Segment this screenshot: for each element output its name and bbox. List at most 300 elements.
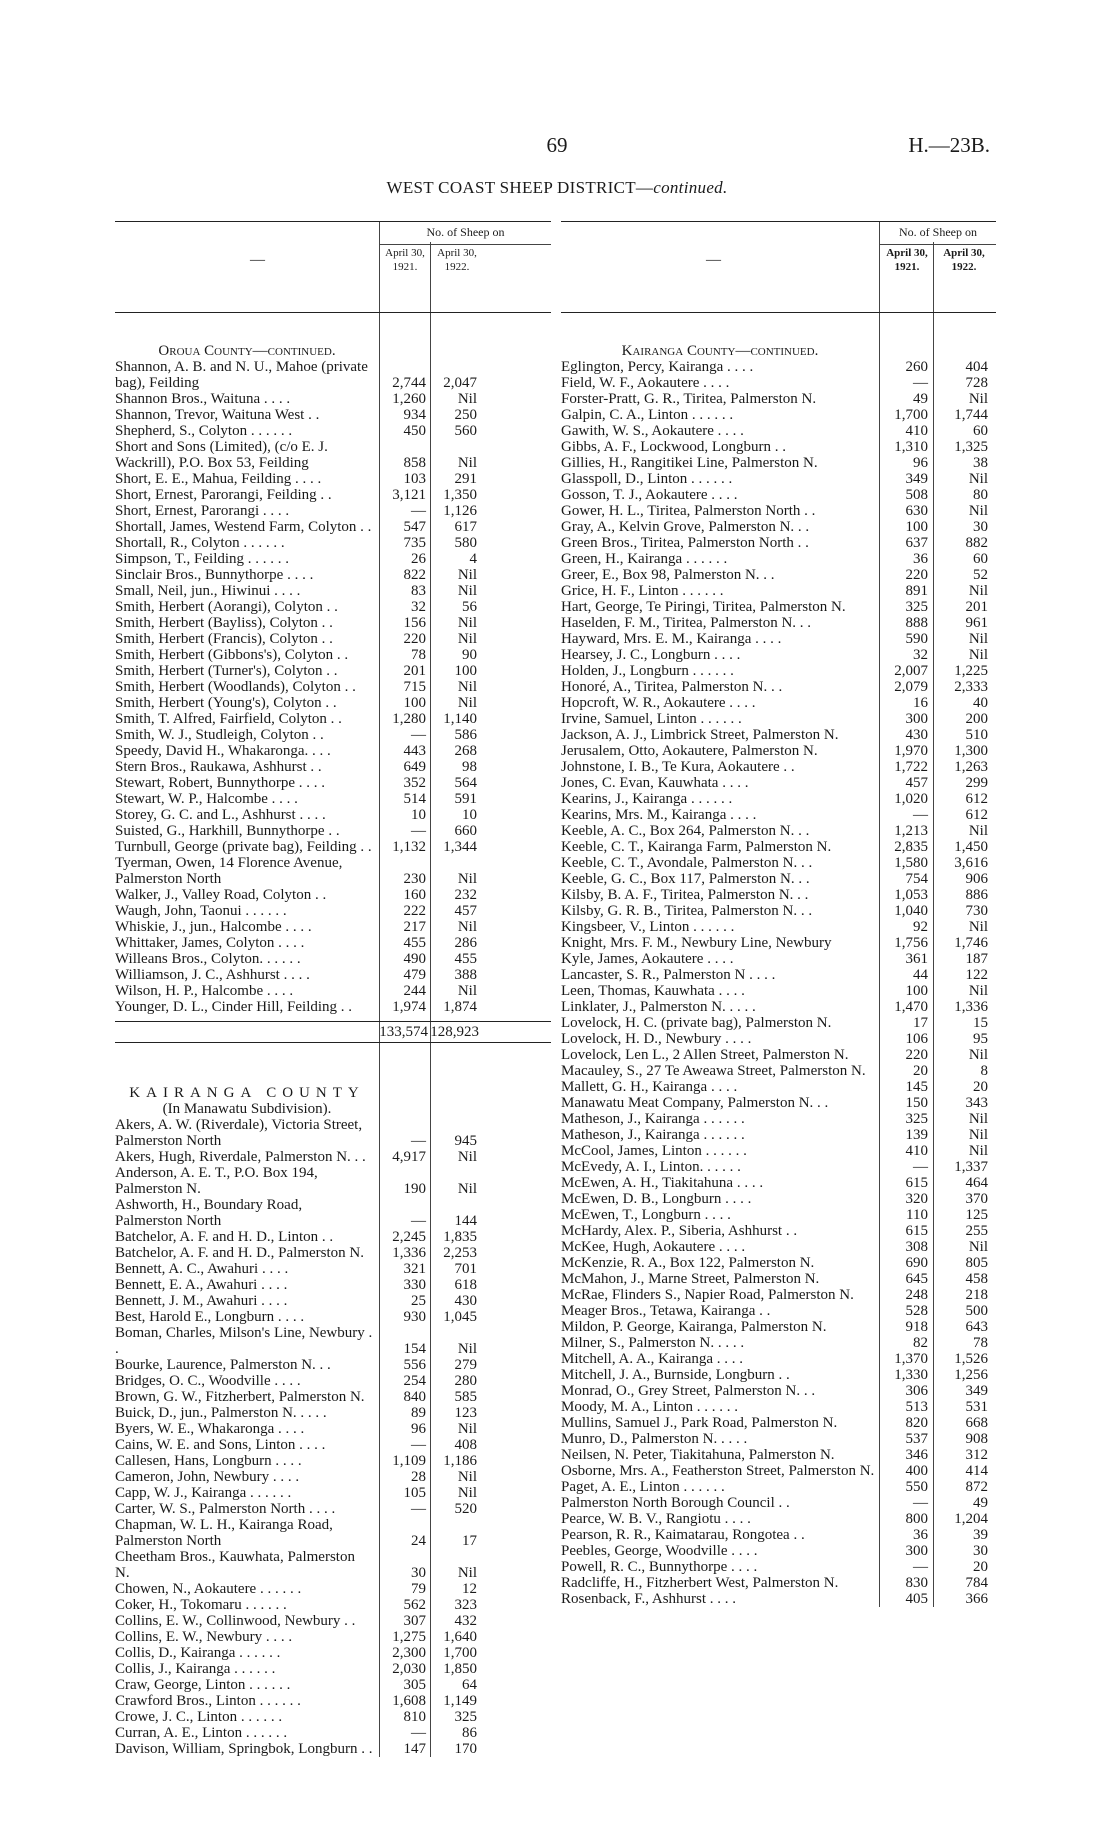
- row-value-1921: 36: [913, 1527, 928, 1543]
- row-value-1922: 1,640: [443, 1629, 477, 1645]
- row-value-1921: 222: [403, 903, 426, 919]
- row-value-1921: 300: [905, 711, 928, 727]
- row-value-1921: —: [913, 1495, 928, 1511]
- table-row: [561, 631, 996, 647]
- table-row: [115, 1661, 551, 1677]
- table-row: [561, 1575, 996, 1591]
- row-value-1921: —: [913, 1559, 928, 1575]
- row-value-1922: 660: [454, 823, 477, 839]
- row-value-1922: 945: [454, 1133, 477, 1149]
- row-value-1921: 450: [403, 423, 426, 439]
- table-row: [115, 1517, 551, 1549]
- left-table-body: [115, 313, 551, 1757]
- table-row: [561, 583, 996, 599]
- row-value-1921: 2,030: [392, 1661, 426, 1677]
- row-name: Milner, S., Palmerston N. . . . .: [561, 1335, 745, 1351]
- row-value-1921: 550: [905, 1479, 928, 1495]
- table-row: [115, 967, 551, 983]
- table-row: [561, 1095, 996, 1111]
- row-name: Moody, M. A., Linton . . . . . .: [561, 1399, 738, 1415]
- row-value-1921: 1,608: [392, 1693, 426, 1709]
- table-row: [115, 759, 551, 775]
- row-value-1921: 410: [905, 1143, 928, 1159]
- kairanga-section-subtitle: (In Manawatu Subdivision).: [162, 1101, 332, 1117]
- row-name: Paget, A. E., Linton . . . . . .: [561, 1479, 725, 1495]
- table-row: [115, 727, 551, 743]
- row-name: Macauley, S., 27 Te Aweawa Street, Palmerston N.: [561, 1063, 866, 1079]
- table-row: [115, 551, 551, 567]
- row-value-1922: 1,204: [954, 1511, 988, 1527]
- table-row: [561, 1079, 996, 1095]
- row-value-1922: 3,616: [954, 855, 988, 871]
- table-row: [561, 791, 996, 807]
- row-name: Mitchell, J. A., Burnside, Longburn . .: [561, 1367, 790, 1383]
- header-group: [880, 225, 996, 240]
- table-row: [561, 919, 996, 935]
- row-value-1921: 1,020: [894, 791, 928, 807]
- row-value-1921: 820: [905, 1415, 928, 1431]
- header-dash: —: [250, 252, 265, 268]
- row-name: Short, Ernest, Parorangi, Feilding . .: [115, 487, 332, 503]
- table-row: [115, 951, 551, 967]
- row-name: Shannon, A. B. and N. U., Mahoe (private bag), Feilding: [115, 359, 368, 391]
- row-name: McCool, James, Linton . . . . . .: [561, 1143, 747, 1159]
- table-row: [561, 1031, 996, 1047]
- row-value-1921: 308: [905, 1239, 928, 1255]
- row-value-1921: 490: [403, 951, 426, 967]
- table-row: [561, 1047, 996, 1063]
- row-name: Neilsen, N. Peter, Tiakitahuna, Palmerston N.: [561, 1447, 835, 1463]
- table-row: [115, 391, 551, 407]
- row-value-1922: 1,874: [443, 999, 477, 1015]
- row-name: Shannon Bros., Waituna . . . .: [115, 391, 291, 407]
- row-name: Powell, R. C., Bunnythorpe . . . .: [561, 1559, 758, 1575]
- row-name: Curran, A. E., Linton . . . . . .: [115, 1725, 288, 1741]
- row-value-1922: 2,333: [954, 679, 988, 695]
- table-row: [115, 1245, 551, 1261]
- row-name: Green, H., Kairanga . . . . . .: [561, 551, 728, 567]
- row-value-1921: 220: [905, 567, 928, 583]
- table-row: [561, 871, 996, 887]
- row-value-1922: 618: [454, 1277, 477, 1293]
- row-name: Mildon, P. George, Kairanga, Palmerston N.: [561, 1319, 827, 1335]
- row-value-1922: 15: [973, 1015, 988, 1031]
- kairanga-rows: [115, 1117, 551, 1757]
- row-name: Hart, George, Te Piringi, Tiritea, Palmerston N.: [561, 599, 846, 615]
- row-value-1921: 1,260: [392, 391, 426, 407]
- row-value-1921: 1,700: [894, 407, 928, 423]
- table-row: [115, 359, 551, 391]
- row-name: Sinclair Bros., Bunnythorpe . . . .: [115, 567, 314, 583]
- table-row: [115, 503, 551, 519]
- row-value-1921: 3,121: [392, 487, 426, 503]
- table-row: [115, 1357, 551, 1373]
- oroua-rows: [115, 359, 551, 1015]
- table-row: [115, 423, 551, 439]
- table-row: [115, 599, 551, 615]
- table-row: [561, 1143, 996, 1159]
- row-value-1922: 1,344: [443, 839, 477, 855]
- header-col1-label: April 30,: [385, 247, 425, 259]
- row-name: Gillies, H., Rangitikei Line, Palmerston N.: [561, 455, 818, 471]
- row-name: Stern Bros., Raukawa, Ashhurst . .: [115, 759, 322, 775]
- row-name: Greer, E., Box 98, Palmerston N. . .: [561, 567, 775, 583]
- row-value-1922: Nil: [457, 1149, 477, 1165]
- table-row: [115, 1709, 551, 1725]
- row-value-1922: 1,186: [443, 1453, 477, 1469]
- row-value-1922: Nil: [968, 631, 988, 647]
- table-row: [115, 855, 551, 887]
- row-value-1922: 464: [965, 1175, 988, 1191]
- row-value-1921: 1,132: [392, 839, 426, 855]
- header-col2-year: 1922.: [444, 261, 470, 273]
- row-value-1921: 139: [905, 1127, 928, 1143]
- table-row: [115, 1325, 551, 1357]
- row-value-1921: —: [411, 1133, 426, 1149]
- row-value-1921: 89: [411, 1405, 426, 1421]
- row-value-1922: Nil: [457, 919, 477, 935]
- left-column: [115, 221, 551, 1757]
- row-name: Galpin, C. A., Linton . . . . . .: [561, 407, 734, 423]
- row-value-1921: 305: [403, 1677, 426, 1693]
- header-col1: [882, 246, 932, 274]
- row-name: Keeble, C. T., Avondale, Palmerston N. . .: [561, 855, 813, 871]
- row-value-1922: 1,746: [954, 935, 988, 951]
- table-row: [561, 1255, 996, 1271]
- row-value-1922: 279: [454, 1357, 477, 1373]
- row-name: Pearce, W. B. V., Rangiotu . . . .: [561, 1511, 751, 1527]
- row-value-1921: 160: [403, 887, 426, 903]
- row-value-1921: 513: [905, 1399, 928, 1415]
- row-name: Stewart, Robert, Bunnythorpe . . . .: [115, 775, 325, 791]
- row-name: Field, W. F., Aokautere . . . .: [561, 375, 730, 391]
- table-row: [561, 1527, 996, 1543]
- row-name: Walker, J., Valley Road, Colyton . .: [115, 887, 327, 903]
- row-value-1921: 220: [403, 631, 426, 647]
- row-value-1922: 728: [965, 375, 988, 391]
- row-value-1922: Nil: [457, 1181, 477, 1197]
- row-name: McRae, Flinders S., Napier Road, Palmerston N.: [561, 1287, 854, 1303]
- table-row: [561, 1463, 996, 1479]
- row-name: Collis, J., Kairanga . . . . . .: [115, 1661, 276, 1677]
- row-value-1921: 244: [403, 983, 426, 999]
- row-value-1922: 286: [454, 935, 477, 951]
- row-name: Palmerston North Borough Council . .: [561, 1495, 790, 1511]
- row-value-1922: 349: [965, 1383, 988, 1399]
- row-name: Callesen, Hans, Longburn . . . .: [115, 1453, 302, 1469]
- table-row: [561, 391, 996, 407]
- row-value-1922: 784: [965, 1575, 988, 1591]
- row-name: Stewart, W. P., Halcombe . . . .: [115, 791, 298, 807]
- row-name: Gray, A., Kelvin Grove, Palmerston N. . .: [561, 519, 810, 535]
- row-value-1922: 1,350: [443, 487, 477, 503]
- row-value-1922: 170: [454, 1741, 477, 1757]
- row-value-1921: 840: [403, 1389, 426, 1405]
- table-row: [561, 1191, 996, 1207]
- row-value-1921: 100: [905, 519, 928, 535]
- row-name: Chapman, W. L. H., Kairanga Road, Palmerston North: [115, 1517, 333, 1549]
- row-name: Matheson, J., Kairanga . . . . . .: [561, 1111, 745, 1127]
- row-value-1921: 20: [913, 1063, 928, 1079]
- row-value-1921: 36: [913, 551, 928, 567]
- row-value-1921: 690: [905, 1255, 928, 1271]
- right-section-title: Kairanga County—continued.: [621, 343, 819, 359]
- row-value-1922: 500: [965, 1303, 988, 1319]
- row-value-1922: 432: [454, 1613, 477, 1629]
- row-name: Cameron, John, Newbury . . . .: [115, 1469, 300, 1485]
- row-name: Whittaker, James, Colyton . . . .: [115, 935, 305, 951]
- table-row: [115, 1693, 551, 1709]
- row-value-1922: 1,336: [954, 999, 988, 1015]
- row-name: Bennett, A. C., Awahuri . . . .: [115, 1261, 289, 1277]
- row-value-1921: 430: [905, 727, 928, 743]
- table-row: [561, 1303, 996, 1319]
- row-value-1922: 39: [973, 1527, 988, 1543]
- row-value-1921: 24: [411, 1533, 426, 1549]
- table-row: [561, 1495, 996, 1511]
- row-value-1922: Nil: [968, 391, 988, 407]
- row-value-1922: Nil: [968, 583, 988, 599]
- table-row: [561, 1415, 996, 1431]
- table-row: [561, 1543, 996, 1559]
- row-name: Boman, Charles, Milson's Line, Newbury . .: [115, 1325, 373, 1357]
- row-value-1921: 918: [905, 1319, 928, 1335]
- row-name: McHardy, Alex. P., Siberia, Ashhurst . .: [561, 1223, 798, 1239]
- row-value-1922: 961: [965, 615, 988, 631]
- row-name: Radcliffe, H., Fitzherbert West, Palmerston N.: [561, 1575, 839, 1591]
- total-row: [115, 1021, 551, 1043]
- row-value-1921: 92: [913, 919, 928, 935]
- row-value-1921: 150: [905, 1095, 928, 1111]
- table-row: [561, 1287, 996, 1303]
- row-value-1922: 90: [462, 647, 477, 663]
- row-value-1922: 218: [965, 1287, 988, 1303]
- table-row: [115, 1261, 551, 1277]
- table-row: [115, 471, 551, 487]
- row-value-1922: 408: [454, 1437, 477, 1453]
- table-row: [561, 1383, 996, 1399]
- row-value-1921: 100: [403, 695, 426, 711]
- row-value-1921: 1,213: [894, 823, 928, 839]
- row-value-1921: 32: [913, 647, 928, 663]
- row-value-1921: 201: [403, 663, 426, 679]
- row-value-1922: 457: [454, 903, 477, 919]
- row-name: Manawatu Meat Company, Palmerston N. . .: [561, 1095, 829, 1111]
- row-value-1921: 528: [905, 1303, 928, 1319]
- row-name: Forster-Pratt, G. R., Tiritea, Palmerston N.: [561, 391, 817, 407]
- table-row: [561, 599, 996, 615]
- row-name: Smith, Herbert (Woodlands), Colyton . .: [115, 679, 356, 695]
- row-name: Collis, D., Kairanga . . . . . .: [115, 1645, 281, 1661]
- row-value-1921: 110: [906, 1207, 928, 1223]
- row-name: Whiskie, J., jun., Halcombe . . . .: [115, 919, 312, 935]
- row-value-1922: 299: [965, 775, 988, 791]
- table-row: [561, 1239, 996, 1255]
- row-value-1921: 443: [403, 743, 426, 759]
- header-group-label: No. of Sheep on: [426, 225, 505, 239]
- row-value-1922: 30: [973, 519, 988, 535]
- table-row: [115, 1421, 551, 1437]
- row-value-1922: 730: [965, 903, 988, 919]
- row-name: Bennett, E. A., Awahuri . . . .: [115, 1277, 288, 1293]
- table-row: [115, 1309, 551, 1325]
- row-name: Jerusalem, Otto, Aokautere, Palmerston N.: [561, 743, 818, 759]
- row-name: Knight, Mrs. F. M., Newbury Line, Newbury: [561, 935, 832, 951]
- row-value-1921: 1,280: [392, 711, 426, 727]
- row-name: Anderson, A. E. T., P.O. Box 194, Palmerston N.: [115, 1165, 318, 1197]
- row-value-1921: 2,835: [894, 839, 928, 855]
- row-value-1921: 2,300: [392, 1645, 426, 1661]
- row-value-1921: 10: [411, 807, 426, 823]
- row-value-1921: 637: [905, 535, 928, 551]
- row-value-1921: 556: [403, 1357, 426, 1373]
- table-row: [115, 1725, 551, 1741]
- table-row: [115, 1293, 551, 1309]
- row-value-1921: 1,330: [894, 1367, 928, 1383]
- row-value-1922: 8: [980, 1063, 988, 1079]
- row-value-1921: —: [411, 727, 426, 743]
- row-value-1921: 715: [403, 679, 426, 695]
- table-row: [561, 1351, 996, 1367]
- row-name: Honoré, A., Tiritea, Palmerston N. . .: [561, 679, 783, 695]
- table-row: [115, 519, 551, 535]
- row-value-1922: Nil: [968, 1143, 988, 1159]
- table-row: [561, 519, 996, 535]
- table-row: [561, 1335, 996, 1351]
- row-name: Storey, G. C. and L., Ashhurst . . . .: [115, 807, 326, 823]
- row-value-1922: 370: [965, 1191, 988, 1207]
- table-row: [561, 983, 996, 999]
- row-value-1921: 547: [403, 519, 426, 535]
- row-value-1922: Nil: [968, 503, 988, 519]
- row-value-1922: 60: [973, 423, 988, 439]
- table-row: [115, 791, 551, 807]
- table-row: [561, 375, 996, 391]
- row-name: Batchelor, A. F. and H. D., Palmerston N.: [115, 1245, 365, 1261]
- row-value-1921: 1,970: [894, 743, 928, 759]
- table-row: [561, 407, 996, 423]
- table-row: [561, 1063, 996, 1079]
- row-value-1921: —: [411, 1725, 426, 1741]
- row-value-1922: 560: [454, 423, 477, 439]
- row-value-1922: Nil: [968, 919, 988, 935]
- row-name: Kyle, James, Aokautere . . . .: [561, 951, 734, 967]
- table-row: [115, 1117, 551, 1149]
- row-name: Hopcroft, W. R., Aokautere . . . .: [561, 695, 756, 711]
- table-row: [115, 823, 551, 839]
- row-name: Willeans Bros., Colyton. . . . . .: [115, 951, 301, 967]
- table-row: [561, 1159, 996, 1175]
- total-1922: 128,923: [430, 1024, 479, 1040]
- row-value-1922: 20: [973, 1559, 988, 1575]
- row-value-1921: 300: [905, 1543, 928, 1559]
- row-value-1922: 591: [454, 791, 477, 807]
- table-row: [561, 743, 996, 759]
- table-row: [561, 855, 996, 871]
- table-row: [115, 407, 551, 423]
- row-name: Crawford Bros., Linton . . . . . .: [115, 1693, 301, 1709]
- row-name: Peebles, George, Woodville . . . .: [561, 1543, 758, 1559]
- row-value-1922: 1,744: [954, 407, 988, 423]
- table-row: [561, 1175, 996, 1191]
- row-value-1922: 580: [454, 535, 477, 551]
- row-name: Coker, H., Tokomaru . . . . . .: [115, 1597, 287, 1613]
- row-value-1922: 95: [973, 1031, 988, 1047]
- row-value-1921: 320: [905, 1191, 928, 1207]
- header-group: [380, 225, 551, 240]
- table-row: [561, 839, 996, 855]
- row-name: Smith, T. Alfred, Fairfield, Colyton . .: [115, 711, 342, 727]
- row-name: Kearins, J., Kairanga . . . . . .: [561, 791, 733, 807]
- row-value-1922: 510: [965, 727, 988, 743]
- row-name: Waugh, John, Taonui . . . . . .: [115, 903, 287, 919]
- row-value-1922: 1,140: [443, 711, 477, 727]
- table-row: [115, 1549, 551, 1581]
- row-value-1922: 187: [965, 951, 988, 967]
- row-value-1921: 44: [913, 967, 928, 983]
- row-name: Crowe, J. C., Linton . . . . . .: [115, 1709, 283, 1725]
- row-value-1921: —: [913, 807, 928, 823]
- row-name: Ashworth, H., Boundary Road, Palmerston North: [115, 1197, 303, 1229]
- row-value-1921: 457: [905, 775, 928, 791]
- row-value-1921: 562: [403, 1597, 426, 1613]
- row-value-1922: 366: [965, 1591, 988, 1607]
- row-value-1921: —: [411, 503, 426, 519]
- table-row: [115, 615, 551, 631]
- row-value-1921: 147: [403, 1741, 426, 1757]
- table-row: [115, 887, 551, 903]
- row-name: Gower, H. L., Tiritea, Palmerston North . .: [561, 503, 816, 519]
- row-value-1921: 106: [905, 1031, 928, 1047]
- row-name: Batchelor, A. F. and H. D., Linton . .: [115, 1229, 334, 1245]
- table-row: [561, 1367, 996, 1383]
- row-value-1922: 40: [973, 695, 988, 711]
- header-col2-label: April 30,: [943, 247, 985, 259]
- row-value-1922: 586: [454, 727, 477, 743]
- total-1921: 133,574: [379, 1024, 428, 1040]
- row-value-1921: 307: [403, 1613, 426, 1629]
- header-col1-year: 1921.: [894, 261, 920, 273]
- row-value-1922: 531: [965, 1399, 988, 1415]
- row-value-1922: 805: [965, 1255, 988, 1271]
- header-col1-year: 1921.: [392, 261, 418, 273]
- row-value-1921: 479: [403, 967, 426, 983]
- row-value-1921: 217: [403, 919, 426, 935]
- row-value-1922: 1,337: [954, 1159, 988, 1175]
- row-name: Jackson, A. J., Limbrick Street, Palmerston N.: [561, 727, 839, 743]
- table-row: [561, 1511, 996, 1527]
- table-row: [561, 1559, 996, 1575]
- row-value-1921: 754: [905, 871, 928, 887]
- row-value-1921: 325: [905, 1111, 928, 1127]
- row-value-1922: 1,300: [954, 743, 988, 759]
- row-value-1922: 564: [454, 775, 477, 791]
- row-value-1921: 537: [905, 1431, 928, 1447]
- row-value-1922: 585: [454, 1389, 477, 1405]
- row-name: Suisted, G., Harkhill, Bunnythorpe . .: [115, 823, 340, 839]
- row-name: Simpson, T., Feilding . . . . . .: [115, 551, 290, 567]
- header-col1: [381, 246, 429, 274]
- row-value-1921: 822: [403, 567, 426, 583]
- row-value-1922: Nil: [968, 647, 988, 663]
- row-value-1922: 125: [965, 1207, 988, 1223]
- right-table-header: [561, 221, 996, 313]
- page-number: 69: [546, 133, 568, 157]
- row-name: Mallett, G. H., Kairanga . . . .: [561, 1079, 738, 1095]
- row-name: Capp, W. J., Kairanga . . . . . .: [115, 1485, 292, 1501]
- row-value-1922: 98: [462, 759, 477, 775]
- row-value-1921: 930: [403, 1309, 426, 1325]
